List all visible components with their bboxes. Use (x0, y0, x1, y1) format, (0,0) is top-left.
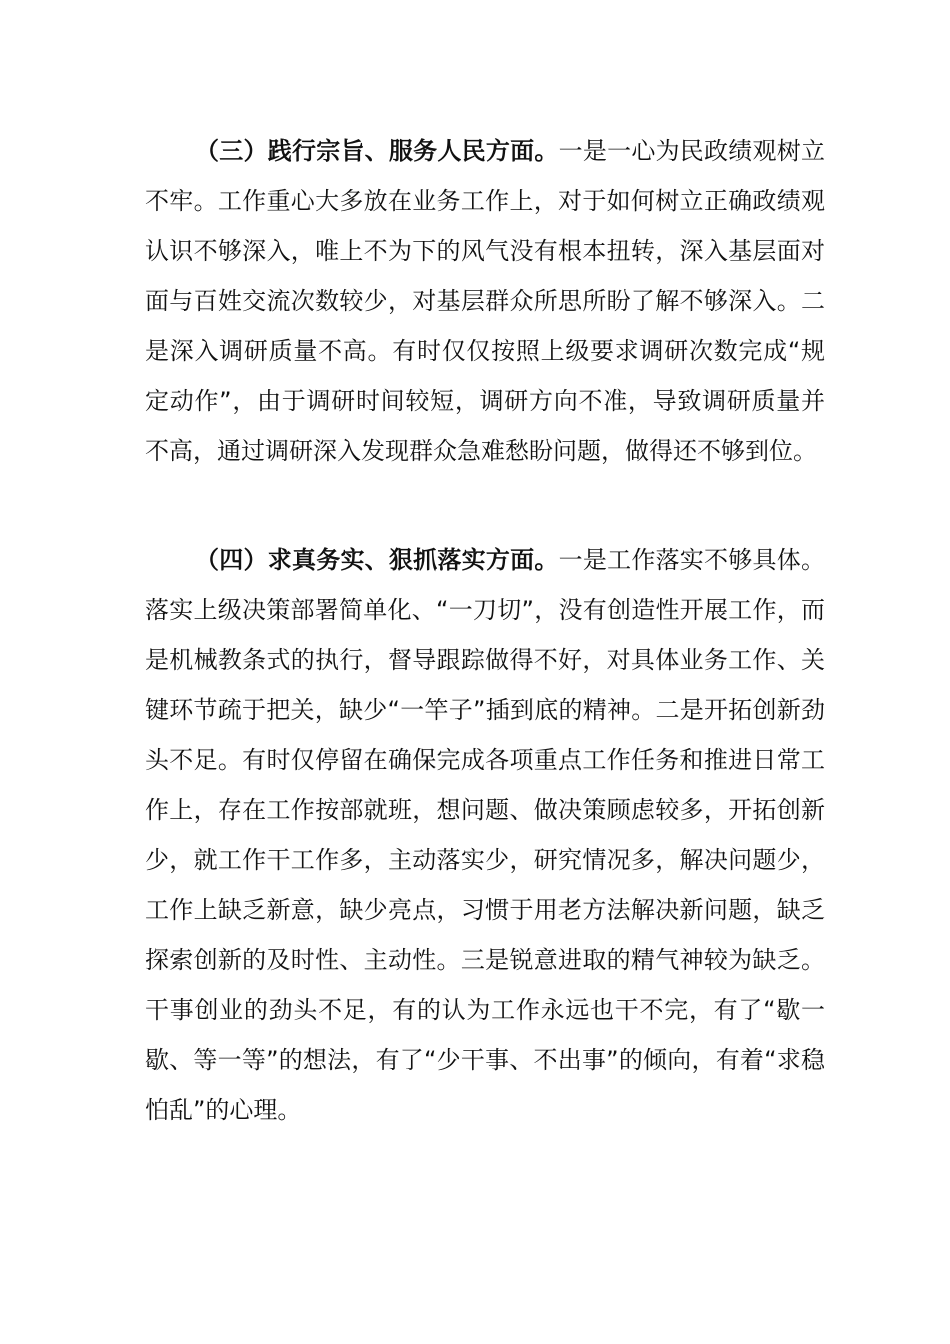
section-four-paragraph (145, 535, 825, 1135)
section-three-paragraph (145, 126, 825, 476)
section-three-body: 一是一心为民政绩观树立不牢。工作重心大多放在业务工作上，对于如何树立正确政绩观认识不够深入，唯上不为下的风气没有根本扭转，深入基层面对面与百姓交流次数较少，对基层群众所思所盼了解不够深入。二是深入调研质量不高。有时仅仅按照上级要求调研次数完成“规定动作”，由于调研时间较短，调研方向不准，导致调研质量并不高，通过调研深入发现群众急难愁盼问题，做得还不够到位。 (145, 137, 826, 465)
section-three-heading: （三）践行宗旨、服务人民方面。 (195, 137, 559, 165)
section-four-body: 一是工作落实不够具体。落实上级决策部署简单化、“一刀切”，没有创造性开展工作，而是机械教条式的执行，督导跟踪做得不好，对具体业务工作、关键环节疏于把关，缺少“一竿子”插到底的精神。二是开拓创新劲头不足。有时仅停留在确保完成各项重点工作任务和推进日常工作上，存在工作按部就班，想问题、做决策顾虑较多，开拓创新少，就工作干工作多，主动落实少，研究情况多，解决问题少，工作上缺乏新意，缺少亮点，习惯于用老方法解决新问题，缺乏探索创新的及时性、主动性。三是锐意进取的精气神较为缺乏。干事创业的劲头不足，有的认为工作永远也干不完，有了“歇一歇、等一等”的想法，有了“少干事、不出事”的倾向，有着“求稳怕乱”的心理。 (145, 546, 826, 1124)
section-four-heading: （四）求真务实、狠抓落实方面。 (195, 546, 559, 574)
